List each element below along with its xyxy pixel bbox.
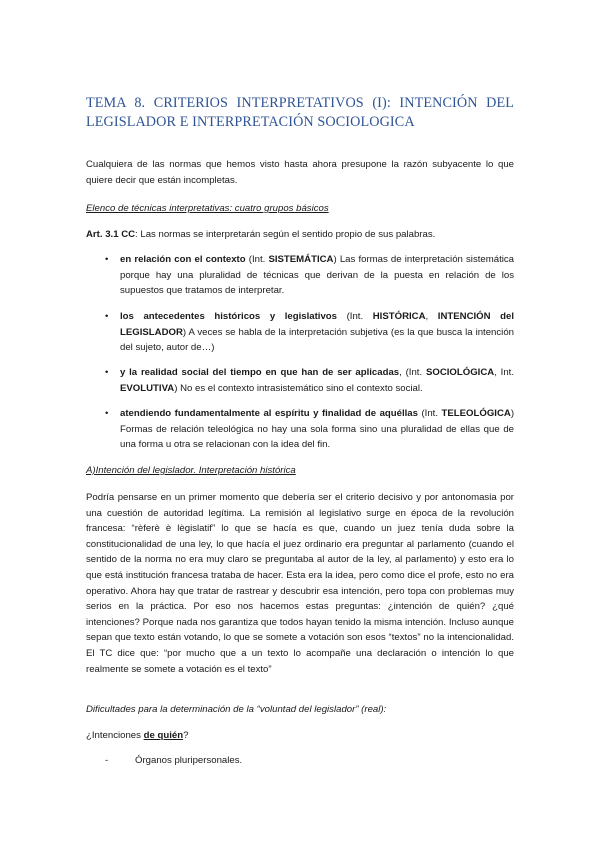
heading-dificultades: Dificultades para la determinación de la “voluntad del legislador” (real):	[86, 704, 387, 715]
dash-item-text: Órganos pluripersonales.	[135, 755, 243, 766]
intro-paragraph: Cualquiera de las normas que hemos visto hasta ahora presupone la razón subyacente lo que quiere decir que están incompletas.	[86, 159, 514, 186]
heading-intencion-legislador: A)Intención del legislador. Interpretación histórica	[86, 465, 296, 476]
dash-list-item	[105, 753, 514, 769]
bullet-rest: ) A veces se habla de la interpretación subjetiva (es la que busca la intención del sujeto, autor de…)	[120, 326, 514, 354]
bullet-lead: atendiendo fundamentalmente al espíritu y finalidad de aquéllas	[120, 408, 418, 419]
bullet-lead: y la realidad social del tiempo en que han de ser aplicadas	[120, 367, 400, 378]
bullet-icon: •	[105, 367, 109, 378]
bullet-rest: Formas de relación teleológica no hay una sola forma sino una pluralidad de ellas que de una forma u otra se relacionan con la idea del fin.	[120, 423, 514, 451]
bullet-sep: , Int.	[494, 367, 514, 378]
bullet-tag: SOCIOLÓGICA	[425, 367, 495, 378]
bullet-sep: (Int.	[417, 408, 442, 419]
bullet-sep: , (Int.	[399, 367, 426, 378]
list-item	[105, 309, 514, 356]
page-title: TEMA 8. CRITERIOS INTERPRETATIVOS (I): INTENCIÓN DEL LEGISLADOR E INTERPRETACIÓN SOCIOLOGICA	[86, 95, 514, 130]
bullet-rest: Las formas de interpretación sistemática porque hay una pluralidad de técnicas que derivan de la puesta en relación de los supuestos que tratamos de interpretar.	[120, 254, 514, 297]
bullet-tag: SISTEMÁTICA	[268, 254, 334, 265]
art-line	[86, 227, 514, 243]
intenciones-emphasis: de quién	[143, 730, 184, 741]
bullet-icon: •	[105, 408, 109, 419]
paragraph-intencion: Podría pensarse en un primer momento que debería ser el criterio decisivo y por antonomasia por una cuestión de autoridad legítima. La remisión al legislativo surge en época de la revolución francesa: “rèferè è lègislatif” lo que se hacía es que, cuando un juez tenía duda sobre la constitucionalidad de una ley, lo que hacía el juez ordinario era preguntar al parlamento (cuando el sentido de la norma no era muy claro se preguntaba al autor de la ley, al parlamento) y esto era lo que está institución francesa trataba de hacer. Esta era la idea, pero como dice el profe, esto no era operativo. Ahora hay que tratar de rastrear y descubrir esa intención, pero topa con problemas muy serios en la práctica. Por eso nos hacemos estas preguntas: ¿intención de quién? ¿qué intenciones? Porque nada nos garantiza que todos hayan tenido la misma intención. Incluso aunque sepan que texto están votando, lo que se somete a votación son esos “textos” no la intencionalidad. El TC dice que: “por mucho que a un texto lo acompañe una declaración o intención lo que realmente se somete a votación es el texto”	[86, 492, 514, 675]
bullet-rest: ) No es el contexto intrasistemático sino el contexto social.	[174, 382, 423, 394]
bullet-icon: •	[105, 254, 109, 265]
bullet-lead: en relación con el contexto	[120, 254, 246, 265]
list-item	[105, 252, 514, 299]
bullet-lead: los antecedentes históricos y legislativos	[120, 311, 338, 322]
bullet-sep: (Int.	[245, 254, 269, 265]
dash-icon: -	[105, 755, 109, 766]
bullet-tag: HISTÓRICA	[372, 311, 426, 322]
heading-elenco: Elenco de técnicas interpretativas: cuatro grupos básicos	[86, 203, 329, 214]
list-item	[105, 365, 514, 396]
intenciones-prefix: ¿Intenciones	[86, 730, 144, 741]
art-text: : Las normas se interpretarán según el sentido propio de sus palabras.	[135, 229, 436, 240]
bullet-tag: EVOLUTIVA	[120, 382, 175, 394]
bullet-tag: TELEOLÓGICA	[441, 408, 511, 419]
bullet-icon: •	[105, 311, 109, 322]
bullet-sep: (Int.	[337, 311, 373, 322]
bullet-tag: INTENCIÓN del LEGISLADOR	[120, 311, 515, 338]
bullet-sep: ,	[425, 311, 438, 322]
intenciones-line	[86, 728, 514, 744]
list-item	[105, 406, 514, 453]
bullet-sep: )	[333, 254, 340, 265]
bullet-sep: )	[510, 408, 515, 419]
intenciones-suffix: ?	[183, 730, 189, 741]
art-label: Art. 3.1 CC	[86, 229, 136, 240]
